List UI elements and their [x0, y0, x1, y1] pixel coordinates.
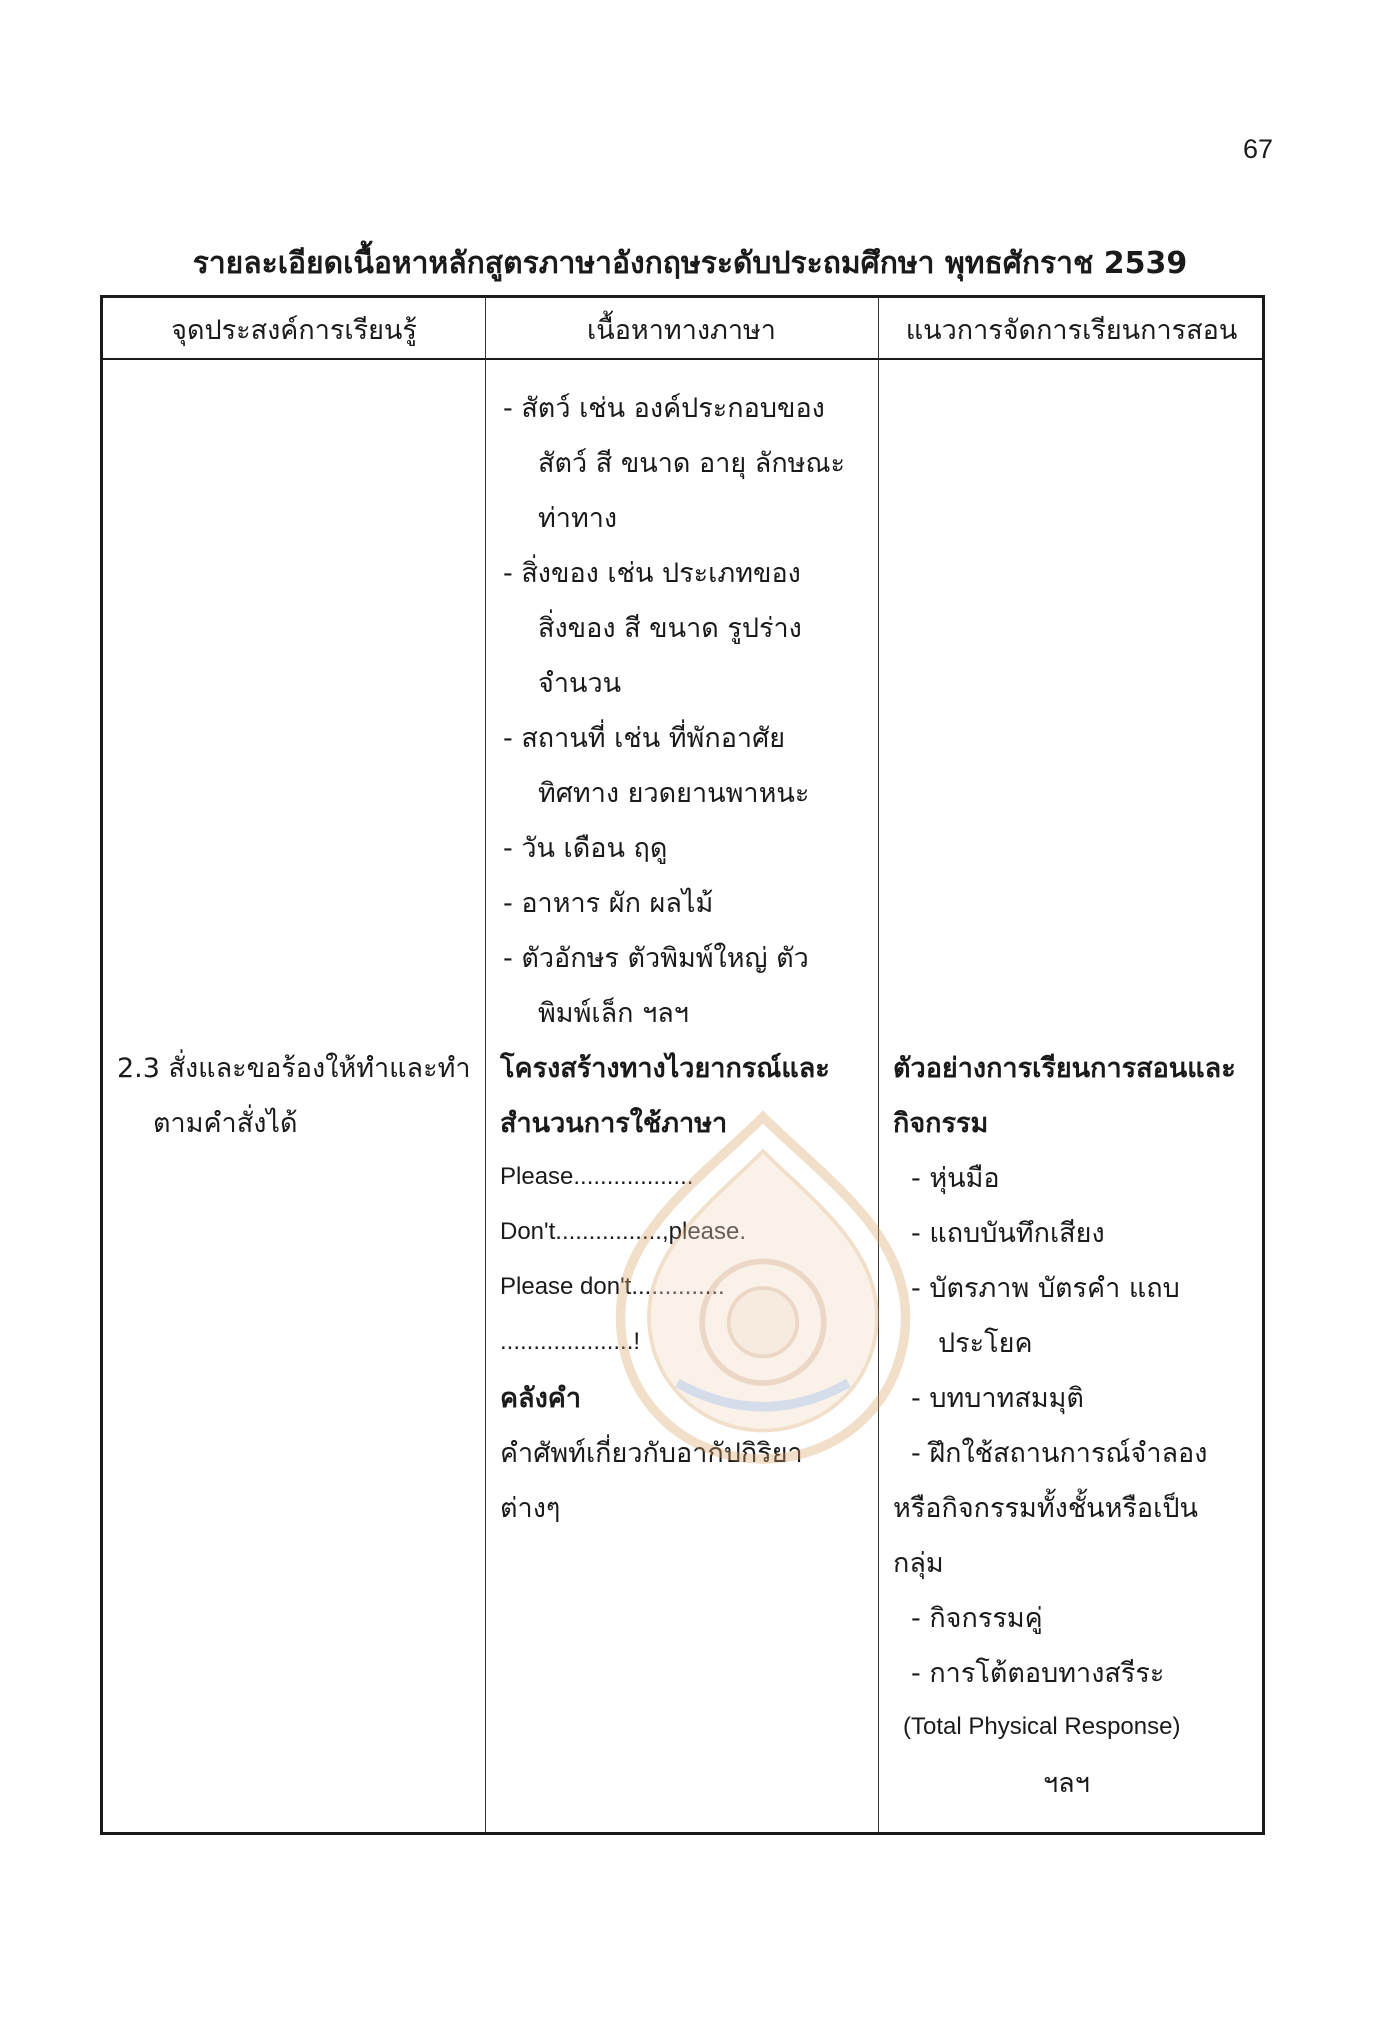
pattern-line: ....................! [500, 1328, 641, 1355]
content-bullet: - สิ่งของ เช่น ประเภทของ [503, 558, 801, 589]
activity-item: - บทบาทสมมุติ [911, 1383, 1084, 1414]
header-divider [103, 358, 1262, 360]
activity-item: - การโต้ตอบทางสรีระ [911, 1658, 1165, 1689]
objective-line: 2.3 สั่งและขอร้องให้ทำและทำ [117, 1053, 471, 1084]
header-objectives: จุดประสงค์การเรียนรู้ [171, 315, 417, 346]
content-bullet: - สัตว์ เช่น องค์ประกอบของ [503, 393, 825, 424]
content-line: พิมพ์เล็ก ฯลฯ [538, 998, 689, 1029]
pattern-line: Don't................,please. [500, 1218, 747, 1245]
content-line: ท่าทาง [538, 503, 618, 534]
content-bullet: - วัน เดือน ฤดู [503, 833, 668, 864]
activity-item: - ฝึกใช้สถานการณ์จำลอง [911, 1438, 1208, 1469]
structure-heading: สำนวนการใช้ภาษา [500, 1108, 728, 1139]
content-bullet: - สถานที่ เช่น ที่พักอาศัย [503, 723, 786, 754]
content-line: ทิศทาง ยวดยานพาหนะ [538, 778, 810, 809]
content-bullet: - ตัวอักษร ตัวพิมพ์ใหญ่ ตัว [503, 943, 809, 974]
content-line: จำนวน [538, 668, 622, 699]
curriculum-table [100, 295, 1265, 1835]
pattern-line: Please.................. [500, 1163, 694, 1190]
header-content: เนื้อหาทางภาษา [587, 315, 776, 346]
activity-item: หรือกิจกรรมทั้งชั้นหรือเป็น [893, 1493, 1198, 1524]
column-divider [878, 298, 879, 1832]
content-bullet: - อาหาร ผัก ผลไม้ [503, 888, 714, 919]
activity-item: - กิจกรรมคู่ [911, 1603, 1043, 1634]
structure-heading: โครงสร้างทางไวยากรณ์และ [500, 1053, 830, 1084]
content-line: สิ่งของ สี ขนาด รูปร่าง [538, 613, 802, 644]
seal-watermark-icon [573, 1098, 953, 1478]
content-line: สัตว์ สี ขนาด อายุ ลักษณะ [538, 448, 846, 479]
header-activities: แนวการจัดการเรียนการสอน [905, 315, 1238, 346]
activity-item: กลุ่ม [893, 1548, 944, 1579]
vocab-line: คำศัพท์เกี่ยวกับอากัปกิริยา [500, 1438, 803, 1469]
activity-item: - บัตรภาพ บัตรคำ แถบ [911, 1273, 1180, 1304]
activities-heading: กิจกรรม [893, 1108, 989, 1139]
document-title: รายละเอียดเนื้อหาหลักสูตรภาษาอังกฤษระดับประถมศึกษา พุทธศักราช 2539 [192, 246, 1188, 281]
column-divider [485, 298, 486, 1832]
activity-item: (Total Physical Response) [903, 1713, 1181, 1740]
vocab-line: ต่างๆ [500, 1493, 561, 1524]
vocab-heading: คลังคำ [500, 1383, 582, 1414]
activity-item: - หุ่นมือ [911, 1163, 1000, 1194]
activity-item: ประโยค [938, 1328, 1033, 1359]
objective-line: ตามคำสั่งได้ [153, 1108, 298, 1139]
activity-item: ฯลฯ [1043, 1768, 1090, 1799]
pattern-line: Please don't.............. [500, 1273, 725, 1300]
activity-item: - แถบบันทึกเสียง [911, 1218, 1105, 1249]
activities-heading: ตัวอย่างการเรียนการสอนและ [893, 1053, 1236, 1084]
page-number: 67 [1242, 134, 1273, 164]
